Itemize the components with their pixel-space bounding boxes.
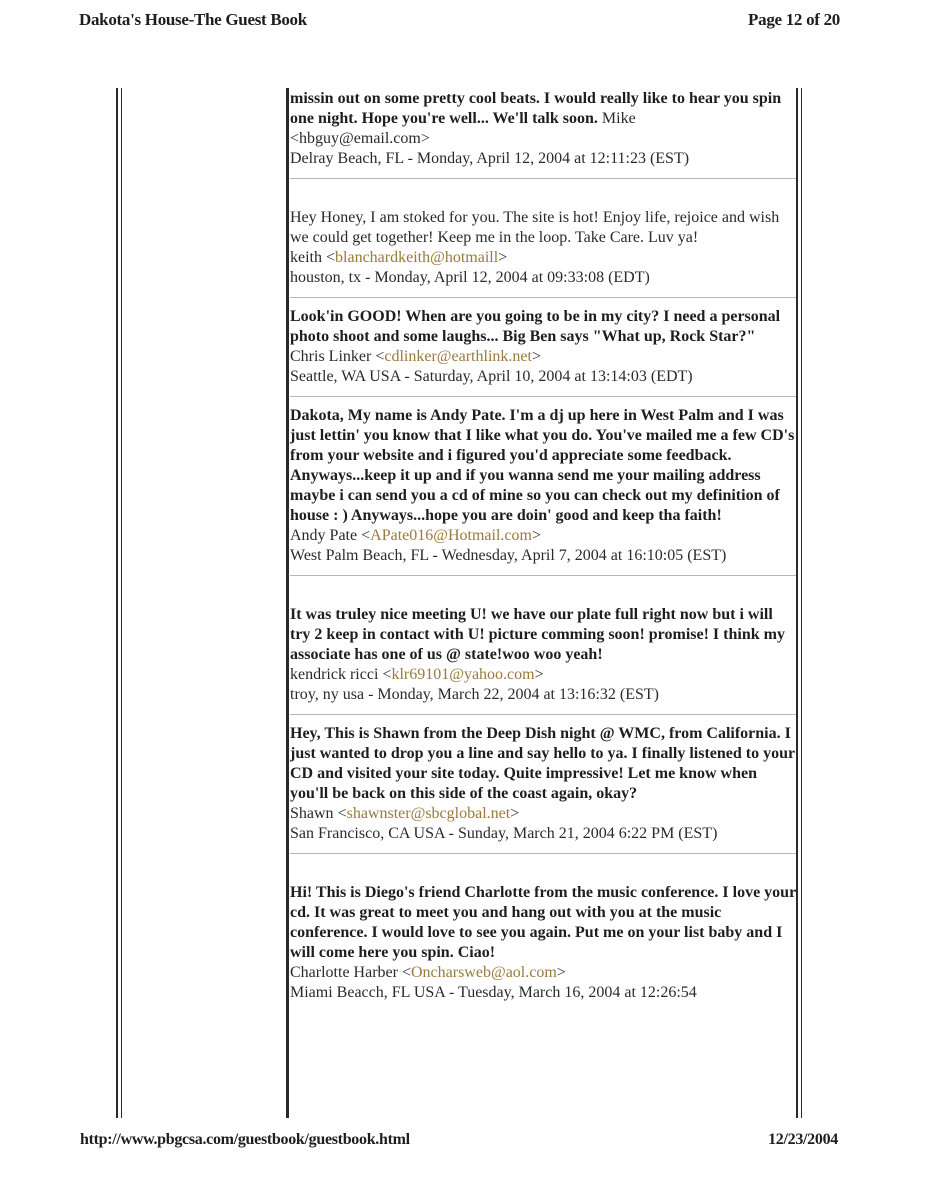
entry-location-date: troy, ny usa - Monday, March 22, 2004 at 13:16:32 (EST): [290, 686, 659, 703]
entry-message: Hey Honey, I am stoked for you. The site is hot! Enjoy life, rejoice and wish we could get together! Keep me in the loop. Take Care. Luv ya!: [290, 209, 780, 246]
entry-email[interactable]: cdlinker@earthlink.net: [384, 348, 532, 365]
entry-email[interactable]: Oncharsweb@aol.com: [410, 964, 557, 981]
entry-location-date: Delray Beach, FL - Monday, April 12, 2004 at 12:11:23 (EST): [290, 150, 690, 167]
entry-message: Dakota, My name is Andy Pate. I'm a dj up here in West Palm and I was just lettin' you know that I like what you do. You've mailed me a few CD's from your website and i figured you'd appreciate some feedback. Anyways...keep it up and if you wanna send me your mailing address maybe i can send you a cd of mine so you can check out my definition of house : ) Anyways...hope you are doin' good and keep tha faith!: [290, 407, 795, 524]
page-header-title: Dakota's House-The Guest Book: [79, 10, 307, 29]
guestbook-entry: Dakota, My name is Andy Pate. I'm a dj up here in West Palm and I was just lettin' you know that I like what you do. You've mailed me a few CD's from your website and i figured you'd appreciate some feedback. Anyways...keep it up and if you wanna send me your mailing address maybe i can send you a cd of mine so you can check out my definition of house : ) Anyways...hope you are doin' good and keep tha faith! Andy Pate <APate016@Hotmail.com> West Palm Beach, FL - Wednesday, April 7, 2004 at 16:10:05 (EST): [290, 397, 796, 576]
guestbook-entry: Hey Honey, I am stoked for you. The site is hot! Enjoy life, rejoice and wish we could get together! Keep me in the loop. Take Care. Luv ya! keith <blanchardkeith@hotmaill> houston, tx - Monday, April 12, 2004 at 09:33:08 (EDT): [290, 179, 796, 298]
guestbook-entry: Hi! This is Diego's friend Charlotte from the music conference. I love your cd. It was great to meet you and hang out with you at the music conference. I would love to see you again. Put me on your list baby and I will come here you spin. Ciao! Charlotte Harber <Oncharsweb@aol.com> Miami Beacch, FL USA - Tuesday, March 16, 2004 at 12:26:54: [290, 884, 796, 1001]
entry-email[interactable]: APate016@Hotmail.com: [370, 527, 532, 544]
entry-message: missin out on some pretty cool beats. I would really like to hear you spin one night. Hope you're well... We'll talk soon.: [290, 90, 782, 127]
entry-message: It was truley nice meeting U! we have our plate full right now but i will try 2 keep in contact with U! picture comming soon! promise! I think my associate has one of us @ state!woo woo yeah!: [290, 606, 785, 663]
page-number: Page 12 of 20: [748, 10, 840, 29]
entry-message: Look'in GOOD! When are you going to be in my city? I need a personal photo shoot and some laughs... Big Ben says "What up, Rock Star?": [290, 308, 781, 345]
entry-location-date: houston, tx - Monday, April 12, 2004 at 09:33:08 (EDT): [290, 269, 650, 286]
guestbook-entries: [290, 89, 796, 1012]
entry-message: Hi! This is Diego's friend Charlotte from the music conference. I love your cd. It was great to meet you and hang out with you at the music conference. I would love to see you again. Put me on your list baby and I will come here you spin. Ciao!: [290, 884, 796, 961]
guestbook-entry: It was truley nice meeting U! we have our plate full right now but i will try 2 keep in contact with U! picture comming soon! promise! I think my associate has one of us @ state!woo woo yeah! kendrick ricci <klr69101@yahoo.com> troy, ny usa - Monday, March 22, 2004 at 13:16:32 (EST): [290, 576, 796, 715]
page-url[interactable]: http://www.pbgcsa.com/guestbook/guestbook.html: [80, 1131, 410, 1148]
content-border-left: [286, 88, 289, 1118]
guestbook-entry: Hey, This is Shawn from the Deep Dish night @ WMC, from California. I just wanted to drop you a line and say hello to ya. I finally listened to your CD and visited your site today. Quite impressive! Let me know when you'll be back on this side of the coast again, okay? Shawn <shawnster@sbcglobal.net> San Francisco, CA USA - Sunday, March 21, 2004 6:22 PM (EST): [290, 715, 796, 854]
entry-author: Shawn: [290, 805, 334, 822]
entry-location-date: Miami Beacch, FL USA - Tuesday, March 16, 2004 at 12:26:54: [290, 984, 697, 1001]
entry-email[interactable]: klr69101@yahoo.com: [391, 666, 535, 683]
entry-location-date: West Palm Beach, FL - Wednesday, April 7, 2004 at 16:10:05 (EST): [290, 547, 727, 564]
entry-author: kendrick ricci: [290, 666, 379, 683]
entry-email[interactable]: hbguy@email.com: [299, 130, 421, 147]
entry-message: Hey, This is Shawn from the Deep Dish night @ WMC, from California. I just wanted to drop you a line and say hello to ya. I finally listened to your CD and visited your site today. Quite impressive! Let me know when you'll be back on this side of the coast again, okay?: [290, 725, 795, 802]
entry-author: Chris Linker: [290, 348, 372, 365]
table-border-left-outer-2: [121, 88, 122, 1118]
entry-email[interactable]: blanchardkeith@hotmaill: [335, 249, 499, 266]
guestbook-entry: missin out on some pretty cool beats. I would really like to hear you spin one night. Hope you're well... We'll talk soon. Mike <hbguy@email.com> Delray Beach, FL - Monday, April 12, 2004 at 12:11:23 (EST): [290, 89, 796, 179]
content-border-right-2: [801, 88, 802, 1118]
entry-email[interactable]: shawnster@sbcglobal.net: [346, 805, 511, 822]
entry-author: Mike: [601, 110, 636, 127]
entry-location-date: Seattle, WA USA - Saturday, April 10, 2004 at 13:14:03 (EDT): [290, 368, 693, 385]
entry-author: keith: [290, 249, 322, 266]
print-date: 12/23/2004: [768, 1131, 838, 1148]
entry-author: Charlotte Harber: [290, 964, 398, 981]
entry-location-date: San Francisco, CA USA - Sunday, March 21, 2004 6:22 PM (EST): [290, 825, 718, 842]
entry-author: Andy Pate: [290, 527, 358, 544]
guestbook-entry: Look'in GOOD! When are you going to be in my city? I need a personal photo shoot and some laughs... Big Ben says "What up, Rock Star?" Chris Linker <cdlinker@earthlink.net> Seattle, WA USA - Saturday, April 10, 2004 at 13:14:03 (EDT): [290, 298, 796, 397]
content-border-right: [796, 88, 798, 1118]
table-border-left-outer: [116, 88, 118, 1118]
